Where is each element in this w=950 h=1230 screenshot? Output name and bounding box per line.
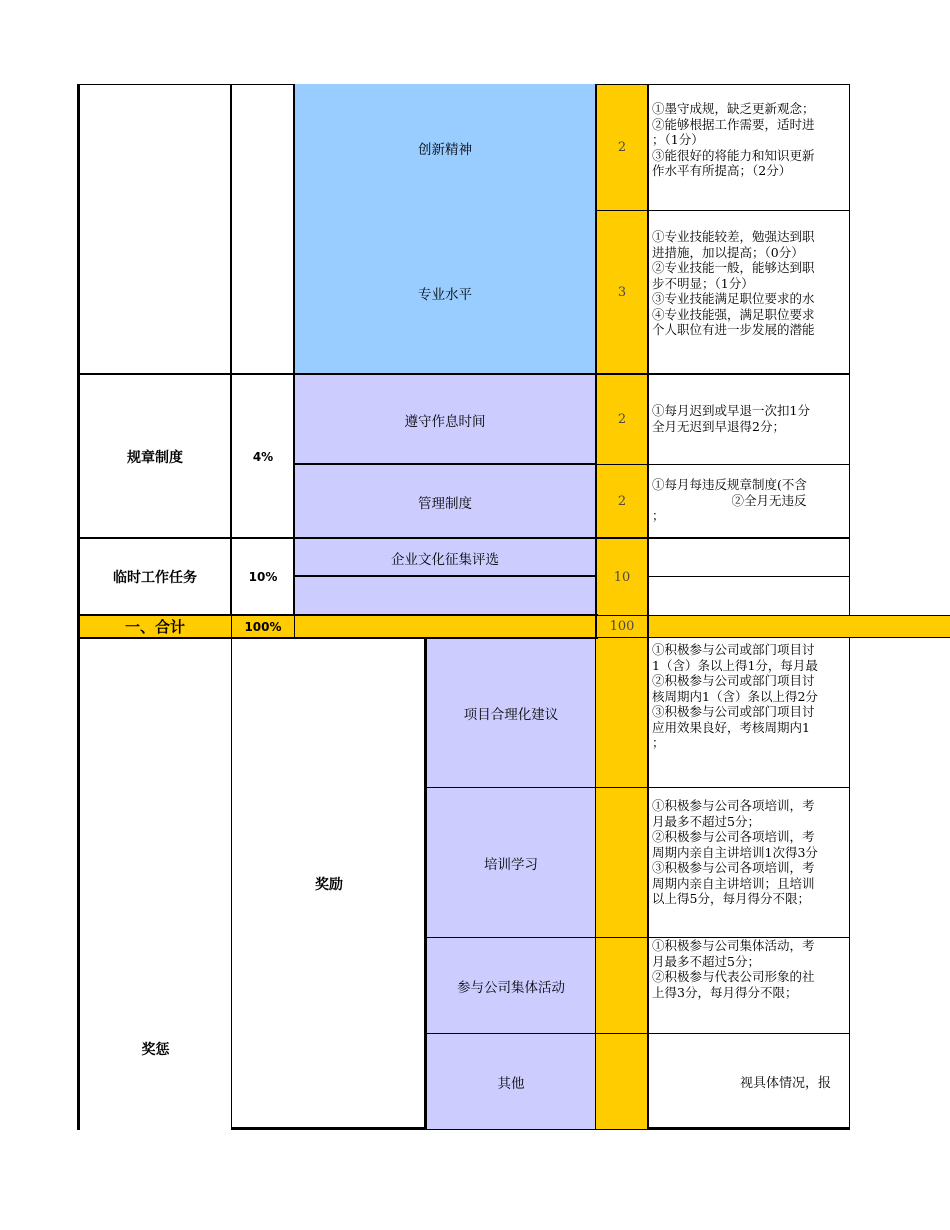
total-item-cell	[294, 615, 596, 638]
total-label: 一、合计	[124, 618, 185, 636]
score-value: 2	[617, 140, 627, 155]
subcategory-cell-rewards	[231, 637, 427, 1130]
weight-cell-empty	[231, 84, 295, 375]
score-cell-innovation	[595, 84, 649, 211]
divider-thick	[78, 373, 850, 375]
desc-cell-attendance: ①每月迟到或早退一次扣1分 全月无迟到早退得2分；	[648, 374, 850, 465]
divider-thick	[78, 614, 598, 616]
item-label: 创新精神	[418, 141, 472, 158]
score-cell-attendance	[595, 374, 649, 465]
divider-thick	[595, 84, 597, 638]
category-cell-rules	[78, 374, 232, 539]
left-border-thick	[77, 84, 80, 1130]
category-cell-empty	[78, 84, 232, 375]
score-cell-group-activity	[595, 937, 649, 1034]
item-label: 管理制度	[418, 495, 472, 512]
item-cell-attendance	[294, 374, 596, 465]
item-label: 专业水平	[418, 286, 472, 303]
desc-cell-innovation: ①墨守成规，缺乏更新观念； ②能够根据工作需要，适时进 ；（1分） ③能很好的将能力和知识更新 作水平有所提高；（2分）	[648, 84, 850, 211]
category-label: 临时工作任务	[113, 570, 197, 586]
item-label: 遵守作息时间	[404, 413, 486, 430]
item-label: 项目合理化建议	[463, 706, 559, 723]
category-label: 规章制度	[127, 449, 183, 466]
desc-cell-temp-1	[648, 538, 850, 577]
divider-thick	[648, 1127, 850, 1130]
category-cell-temp	[78, 538, 232, 616]
item-cell-project-suggestion	[426, 637, 596, 788]
item-cell-training	[426, 787, 596, 938]
item-cell-temp-empty	[294, 576, 596, 616]
subcategory-label: 奖励	[315, 876, 343, 893]
divider-thick	[78, 637, 598, 639]
score-cell-professional	[595, 210, 649, 375]
desc-cell-management: ①每月每违反规章制度(不含 ②全月无违反 ；	[648, 464, 850, 539]
score-cell-other	[595, 1033, 649, 1130]
item-cell-culture-selection	[294, 538, 596, 577]
item-cell-other	[426, 1033, 596, 1130]
item-desc: 视具体情况，报	[740, 1076, 832, 1091]
score-cell-management	[595, 464, 649, 539]
category-cell-rewards-penalties	[78, 637, 232, 1130]
score-cell-project-suggestion	[595, 637, 649, 788]
divider-thick	[78, 537, 850, 539]
item-label: 培训学习	[484, 856, 538, 873]
desc-cell-training: ①积极参与公司各项培训，考 月最多不超过5分； ②积极参与公司各项培训，考 周期内亲自主讲培训1次得3分 ③积极参与公司各项培训，考 周期内亲自主讲培训；且培训 以上得5分，每月得分不限；	[648, 787, 850, 938]
item-cell-professional	[294, 210, 596, 375]
score-value: 2	[617, 412, 627, 427]
item-cell-management	[294, 464, 596, 539]
score-value: 10	[613, 569, 631, 585]
weight-cell-rules	[231, 374, 295, 539]
total-score: 100	[609, 619, 635, 634]
score-value: 2	[617, 494, 627, 509]
desc-cell-group-activity: ①积极参与公司集体活动，考 月最多不超过5分； ②积极参与代表公司形象的社 上得3分，每月得分不限；	[648, 937, 850, 1034]
desc-cell-professional: ①专业技能较差，勉强达到职 进措施，加以提高；（0分） ②专业技能一般，能够达到职 步不明显；（1分） ③专业技能满足职位要求的水 ④专业技能强，满足职位要求 个人职位有进一步发展的潜能	[648, 210, 850, 375]
item-label: 企业文化征集评选	[391, 551, 499, 568]
weight-value: 4%	[252, 449, 274, 464]
item-cell-group-activity	[426, 937, 596, 1034]
total-score-cell	[595, 615, 649, 638]
score-cell-training	[595, 787, 649, 938]
weight-value: 10%	[248, 570, 278, 584]
weight-cell-temp	[231, 538, 295, 616]
item-label: 其他	[497, 1075, 525, 1092]
total-weight-cell	[231, 615, 295, 638]
score-cell-temp	[595, 538, 649, 616]
item-cell-innovation	[294, 84, 596, 211]
divider-thick	[647, 84, 649, 1130]
desc-cell-other	[648, 1033, 850, 1130]
item-label: 参与公司集体活动	[457, 979, 565, 996]
divider-thick	[293, 575, 597, 577]
total-desc-cell	[648, 615, 950, 638]
total-label-cell	[78, 615, 232, 638]
desc-cell-temp-2	[648, 576, 850, 616]
score-value: 3	[617, 285, 627, 300]
divider-thick	[293, 463, 597, 465]
divider-thick	[424, 637, 427, 1130]
total-weight: 100%	[244, 619, 282, 634]
desc-cell-project-suggestion: ①积极参与公司或部门项目讨 1（含）条以上得1分，每月最 ②积极参与公司或部门项目讨 核周期内1（含）条以上得2分 ③积极参与公司或部门项目讨 应用效果良好，考核周期内1 ；	[648, 637, 850, 788]
divider-thick	[231, 1127, 427, 1130]
category-label: 奖惩	[141, 1041, 170, 1058]
